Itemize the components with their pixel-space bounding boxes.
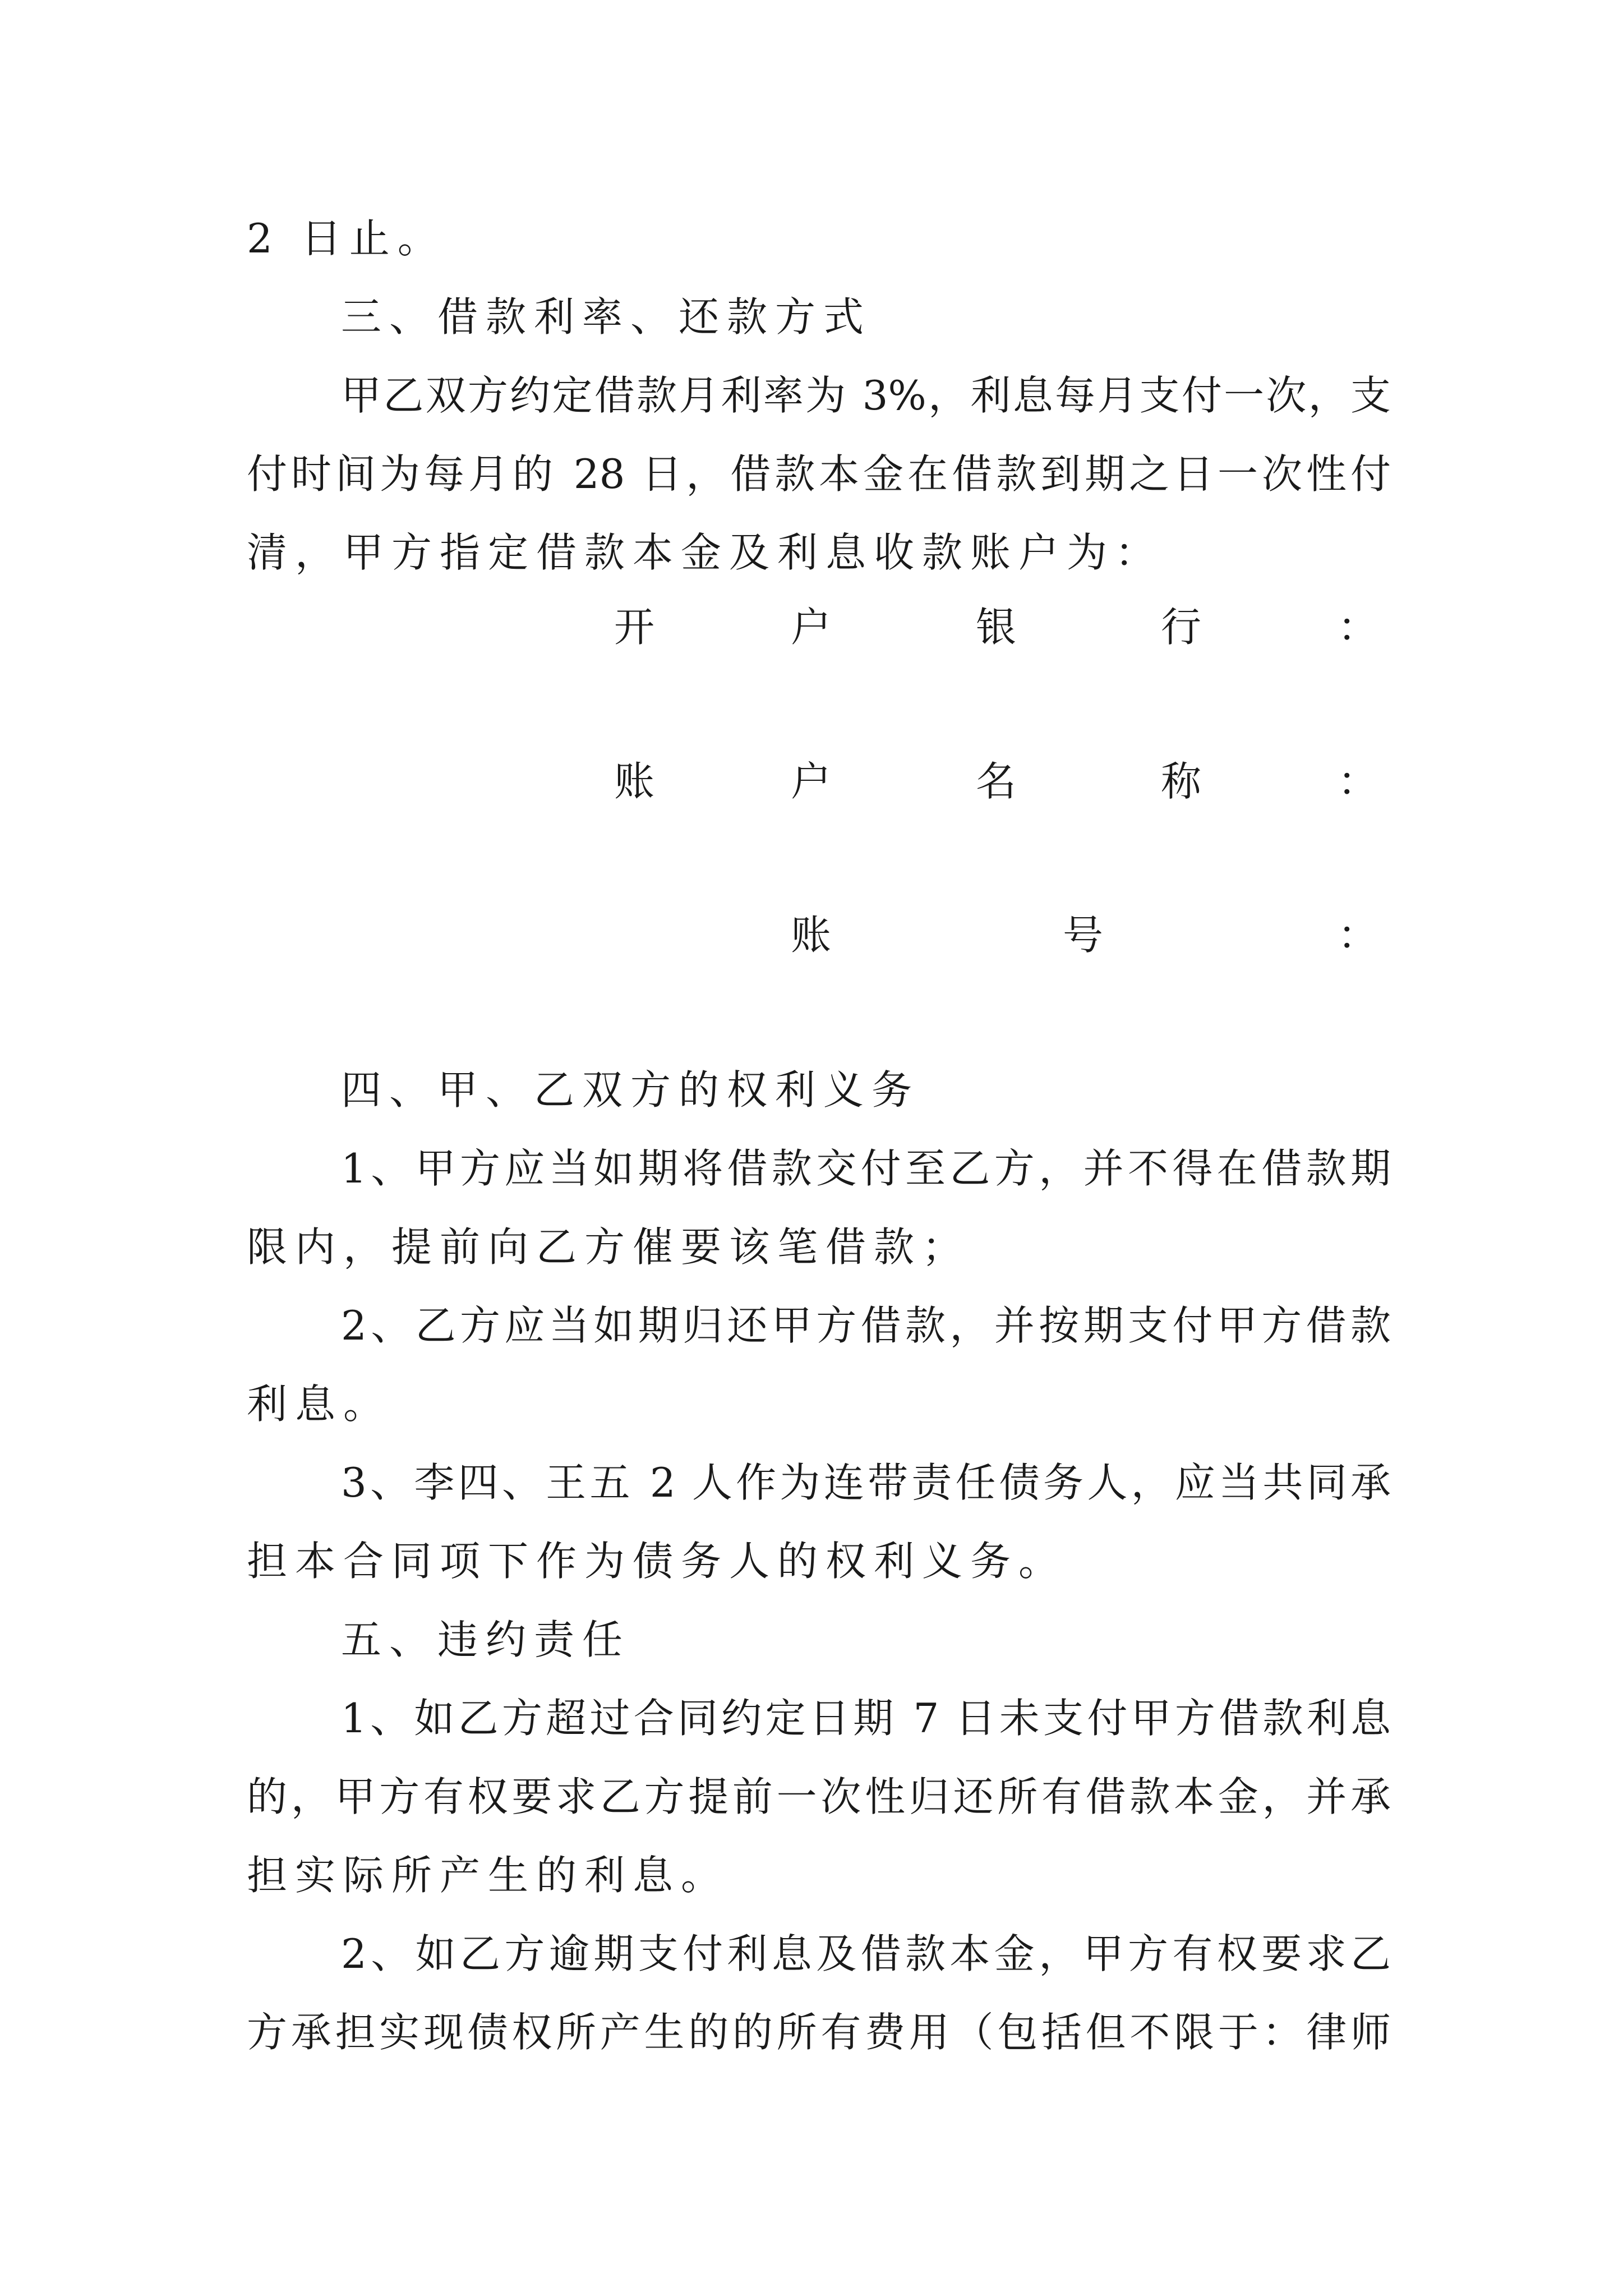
paragraph-line: 利息。 xyxy=(247,1381,392,1428)
account-name-char: 称 xyxy=(1161,758,1202,805)
paragraph-line: 1、甲方应当如期将借款交付至乙方，并不得在借款期 xyxy=(341,1145,1391,1192)
paragraph-line: 2 日止。 xyxy=(247,215,446,262)
paragraph-line: 清，甲方指定借款本金及利息收款账户为： xyxy=(247,529,1164,576)
paragraph-line: 担实际所产生的利息。 xyxy=(247,1852,730,1899)
paragraph-line: 付时间为每月的 28 日，借款本金在借款到期之日一次性付 xyxy=(247,450,1391,498)
paragraph-line: 担本合同项下作为债务人的权利义务。 xyxy=(247,1538,1067,1585)
paragraph-line: 2、如乙方逾期支付利息及借款本金，甲方有权要求乙 xyxy=(341,1930,1391,1977)
account-number-char: 账 xyxy=(791,912,832,959)
account-bank-char: 银 xyxy=(976,604,1017,651)
account-number-row xyxy=(0,904,1623,966)
paragraph-line: 1、如乙方超过合同约定日期 7 日未支付甲方借款利息 xyxy=(341,1695,1391,1742)
paragraph-line: 方承担实现债权所产生的的所有费用（包括但不限于：律师 xyxy=(247,2009,1391,2056)
account-bank-char: 户 xyxy=(791,604,832,651)
section-heading-5: 五、违约责任 xyxy=(341,1616,631,1663)
paragraph-line: 3、李四、王五 2 人作为连带责任债务人，应当共同承 xyxy=(341,1459,1391,1506)
account-name-char: 户 xyxy=(791,758,832,805)
section-heading-3: 三、借款利率、还款方式 xyxy=(341,293,872,341)
paragraph-line: 2、乙方应当如期归还甲方借款，并按期支付甲方借款 xyxy=(341,1302,1391,1349)
account-bank-char: 行 xyxy=(1161,604,1202,651)
account-bank-colon: ： xyxy=(1338,604,1378,651)
paragraph-line: 限内，提前向乙方催要该笔借款； xyxy=(247,1223,971,1271)
paragraph-line: 的，甲方有权要求乙方提前一次性归还所有借款本金，并承 xyxy=(247,1773,1391,1820)
account-name-char: 名 xyxy=(976,758,1017,805)
account-name-char: 账 xyxy=(614,758,655,805)
account-number-colon: ： xyxy=(1338,912,1378,959)
account-bank-char: 开 xyxy=(614,604,655,651)
account-name-colon: ： xyxy=(1338,758,1378,805)
section-heading-4: 四、甲、乙双方的权利义务 xyxy=(341,1066,920,1114)
account-bank-row xyxy=(0,596,1623,658)
account-name-row xyxy=(0,751,1623,812)
account-number-char: 号 xyxy=(1063,912,1104,959)
paragraph-line: 甲乙双方约定借款月利率为 3%，利息每月支付一次，支 xyxy=(341,372,1391,419)
